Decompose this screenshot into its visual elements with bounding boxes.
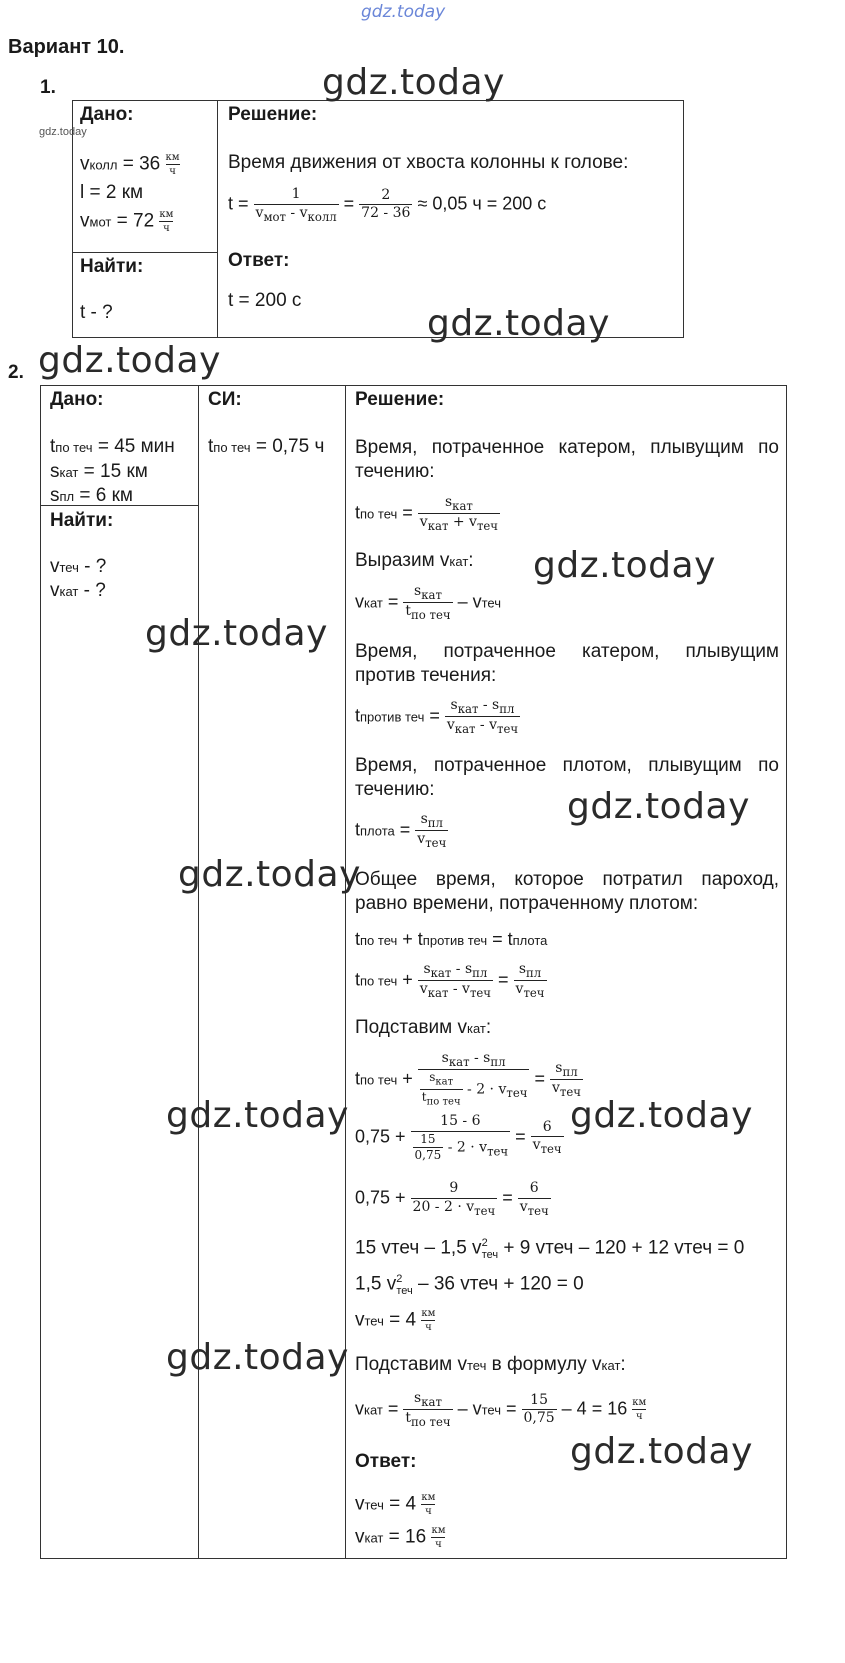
small-watermark: gdz.today	[39, 126, 87, 138]
task2-text-7: Подставим vтеч в формулу vкат:	[355, 1354, 626, 1375]
watermark: gdz.today	[570, 1095, 753, 1136]
task1-answer-title: Ответ:	[228, 250, 290, 271]
watermark: gdz.today	[427, 303, 610, 344]
task1-divider	[217, 100, 218, 338]
task2-given-s-kat: sкат = 15 км	[50, 461, 148, 482]
task2-si-value: tпо теч = 0,75 ч	[208, 436, 325, 457]
task2-text-2: Выразим vкат:	[355, 550, 474, 571]
task2-si-title: СИ:	[208, 389, 242, 410]
task2-solution-title: Решение:	[355, 389, 445, 410]
task1-find-title: Найти:	[80, 256, 144, 277]
task2-eq-7: tпо теч + $s_{кат} - s_{пл}$ $\frac{s_{кат}}{t_{по теч}}$ - $2 \cdot v_{теч}$ = $\frac{s_{пл}}{v_{теч}}$	[355, 1050, 581, 1108]
task2-divider-1	[198, 385, 199, 1559]
task2-eq-1: tпо теч = $\frac{s_{кат}}{v_{кат} + v_{теч}}$	[355, 494, 499, 534]
task1-given-title: Дано:	[80, 104, 134, 125]
task2-eq-10: vкат = $\frac{s_{кат}}{t_{по теч}}$ – vтеч = $\frac{15}{0,75}$ – 4 = 16 км ч	[355, 1390, 647, 1430]
watermark: gdz.today	[38, 340, 221, 381]
task1-solution-title: Решение:	[228, 104, 318, 125]
task2-eq-3: tпротив теч = $\frac{s_{кат} - s_{пл}}{v_{кат} - v_{теч}}$	[355, 697, 519, 737]
watermark: gdz.today	[166, 1337, 349, 1378]
task2-answer-title: Ответ:	[355, 1451, 417, 1472]
watermark: gdz.today	[322, 62, 505, 103]
task2-number: 2.	[8, 362, 24, 383]
watermark: gdz.today	[533, 545, 716, 586]
task2-answer-v-tech: vтеч = 4 км ч	[355, 1492, 436, 1517]
task1-given-v-koll: vколл = 36 км ч	[80, 152, 180, 177]
task2-answer-v-kat: vкат = 16 км ч	[355, 1525, 446, 1550]
task1-solution-text: Время движения от хвоста колонны к голове:	[228, 152, 629, 173]
task2-divider-2	[345, 385, 346, 1559]
task1-given-v-mot: vмот = 72 км ч	[80, 209, 174, 234]
task1-given-l: l = 2 км	[80, 182, 144, 203]
task2-text-3: Время, потраченное катером, плывущим против течения:	[355, 641, 779, 686]
task2-eq-9: 0,75 + $\frac{9}{20 - 2 \cdot v_{теч}}$ = $\frac{6}{v_{теч}}$	[355, 1180, 549, 1218]
watermark: gdz.today	[570, 1431, 753, 1472]
watermark: gdz.today	[166, 1095, 349, 1136]
task2-eq-poly-1: 15 vтеч – 1,5 $v^2_{теч} + 9$ vтеч – 120 + 12 vтеч = 0	[355, 1237, 745, 1262]
task2-eq-poly-2: 1,5 $v^2_{теч} - 36$ vтеч + 120 = 0	[355, 1273, 584, 1298]
task2-eq-4: tплота = $\frac{s_{пл}}{v_{теч}}$	[355, 811, 447, 851]
task2-find-v-tech: vтеч - ?	[50, 556, 107, 577]
task1-answer-value: t = 200 с	[228, 290, 302, 311]
task1-formula: t = $\frac{1}{v_{мот} - v_{колл}}$ = $\frac{2}{72 - 36}$ ≈ 0,05 ч = 200 с	[228, 186, 547, 224]
task1-number: 1.	[40, 77, 56, 98]
watermark: gdz.today	[145, 613, 328, 654]
task2-text-1: Время, потраченное катером, плывущим по течению:	[355, 437, 779, 482]
task2-find-title: Найти:	[50, 510, 114, 531]
watermark: gdz.today	[178, 854, 361, 895]
task1-find-value: t - ?	[80, 302, 113, 323]
task2-eq-5: tпо теч + tпротив теч = tплота	[355, 929, 548, 949]
task2-text-6: Подставим vкат:	[355, 1017, 492, 1038]
variant-title: Вариант 10.	[8, 36, 125, 58]
task1-given-separator	[72, 252, 217, 253]
task2-result-v: vтеч = 4 км ч	[355, 1308, 436, 1333]
task2-eq-6: tпо теч + $\frac{s_{кат} - s_{пл}}{v_{кат} - v_{теч}}$ = $\frac{s_{пл}}{v_{теч}}$	[355, 961, 545, 1001]
top-watermark: gdz.today	[361, 2, 446, 22]
watermark: gdz.today	[567, 786, 750, 827]
task2-text-4: Время, потраченное плотом, плывущим по течению:	[355, 755, 779, 800]
task2-eq-2: vкат = $\frac{s_{кат}}{t_{по теч}}$ – vтеч	[355, 583, 501, 623]
task2-given-t: tпо теч = 45 мин	[50, 436, 175, 457]
task2-eq-8: 0,75 + 15 - 6 $\frac{15}{0,75}$ - $2 \cdot v_{теч}$ = $\frac{6}{v_{теч}}$	[355, 1113, 562, 1162]
task2-find-v-kat: vкат - ?	[50, 580, 106, 601]
task2-text-5: Общее время, которое потратил пароход, равно времени, потраченному плотом:	[355, 869, 779, 914]
task2-given-title: Дано:	[50, 389, 104, 410]
task2-given-s-pl: sпл = 6 км	[50, 485, 133, 506]
